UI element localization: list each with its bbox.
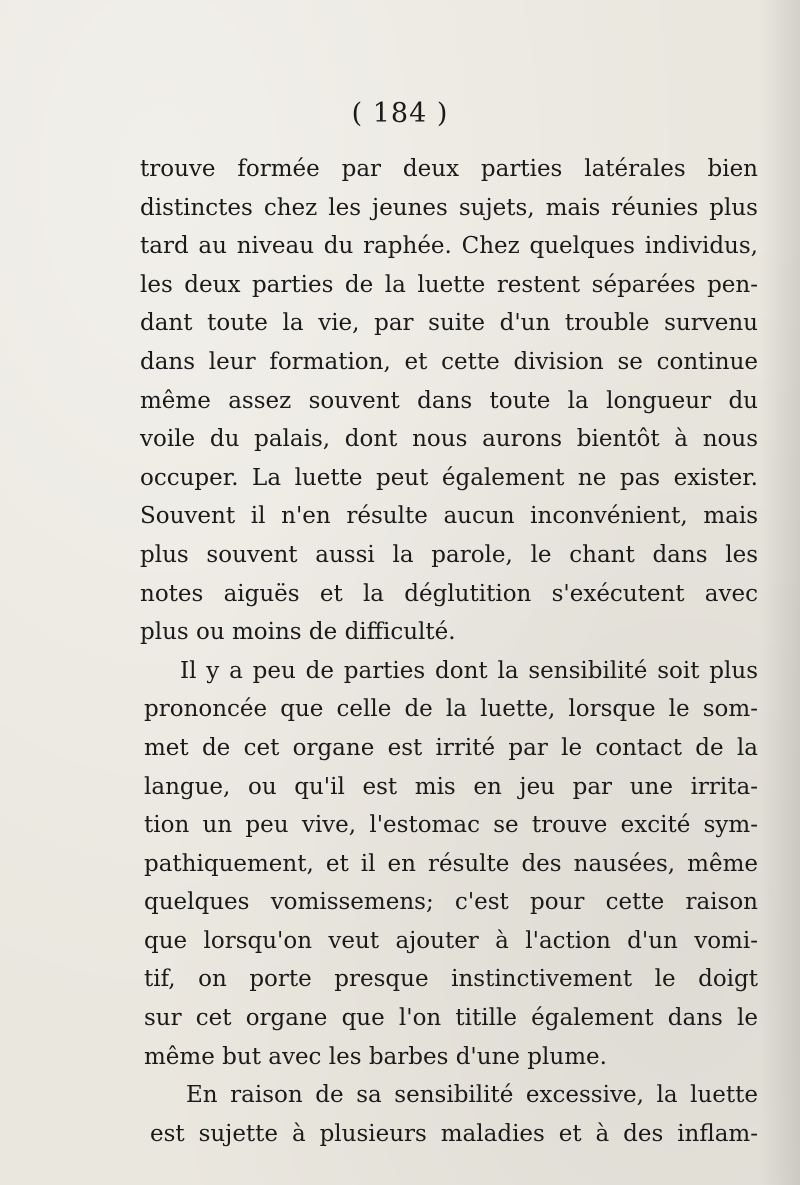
text-line: est sujette à plusieurs maladies et à des inflam- [150, 1120, 758, 1147]
text-line: sur cet organe que l'on titille également dans le [144, 1005, 758, 1032]
text-line: met de cet organe est irrité par le contact de la [144, 734, 758, 761]
paragraph-1 [140, 150, 758, 652]
page-edge-shadow [760, 0, 800, 1185]
paragraph-2 [144, 652, 758, 1077]
text-line: plus souvent aussi la parole, le chant dans les [140, 541, 758, 568]
text-line: pathiquement, et il en résulte des nausées, même [144, 850, 758, 877]
text-line: même but avec les barbes d'une plume. [144, 1043, 607, 1070]
text-line: plus ou moins de difficulté. [140, 619, 456, 646]
text-line: tard au niveau du raphée. Chez quelques individus, [140, 233, 758, 260]
page-number: ( 184 ) [351, 98, 449, 129]
paragraph-3 [150, 1076, 758, 1153]
text-line: voile du palais, dont nous aurons bientôt à nous [140, 426, 758, 453]
text-line: quelques vomissemens; c'est pour cette raison [144, 889, 758, 916]
text-line: prononcée que celle de la luette, lorsque le som- [144, 696, 758, 723]
text-line: En raison de sa sensibilité excessive, la luette [186, 1082, 758, 1109]
text-line: même assez souvent dans toute la longueur du [140, 387, 758, 414]
text-line: occuper. La luette peut également ne pas exister. [140, 464, 758, 491]
text-line: dans leur formation, et cette division se continue [140, 348, 758, 375]
text-line: dant toute la vie, par suite d'un trouble survenu [140, 310, 758, 337]
text-line: Souvent il n'en résulte aucun inconvénient, mais [140, 503, 758, 530]
text-line: que lorsqu'on veut ajouter à l'action d'un vomi- [144, 927, 758, 954]
text-line: Il y a peu de parties dont la sensibilité soit plus [180, 657, 758, 684]
body-text [140, 150, 758, 1153]
text-line: langue, ou qu'il est mis en jeu par une irrita- [144, 773, 758, 800]
text-line: distinctes chez les jeunes sujets, mais réunies plus [140, 194, 758, 221]
text-line: tif, on porte presque instinctivement le doigt [144, 966, 758, 993]
text-line: notes aiguës et la déglutition s'exécutent avec [140, 580, 758, 607]
text-line: tion un peu vive, l'estomac se trouve excité sym- [144, 812, 758, 839]
text-line: les deux parties de la luette restent séparées pen- [140, 271, 758, 298]
text-line: trouve formée par deux parties latérales bien [140, 156, 758, 182]
